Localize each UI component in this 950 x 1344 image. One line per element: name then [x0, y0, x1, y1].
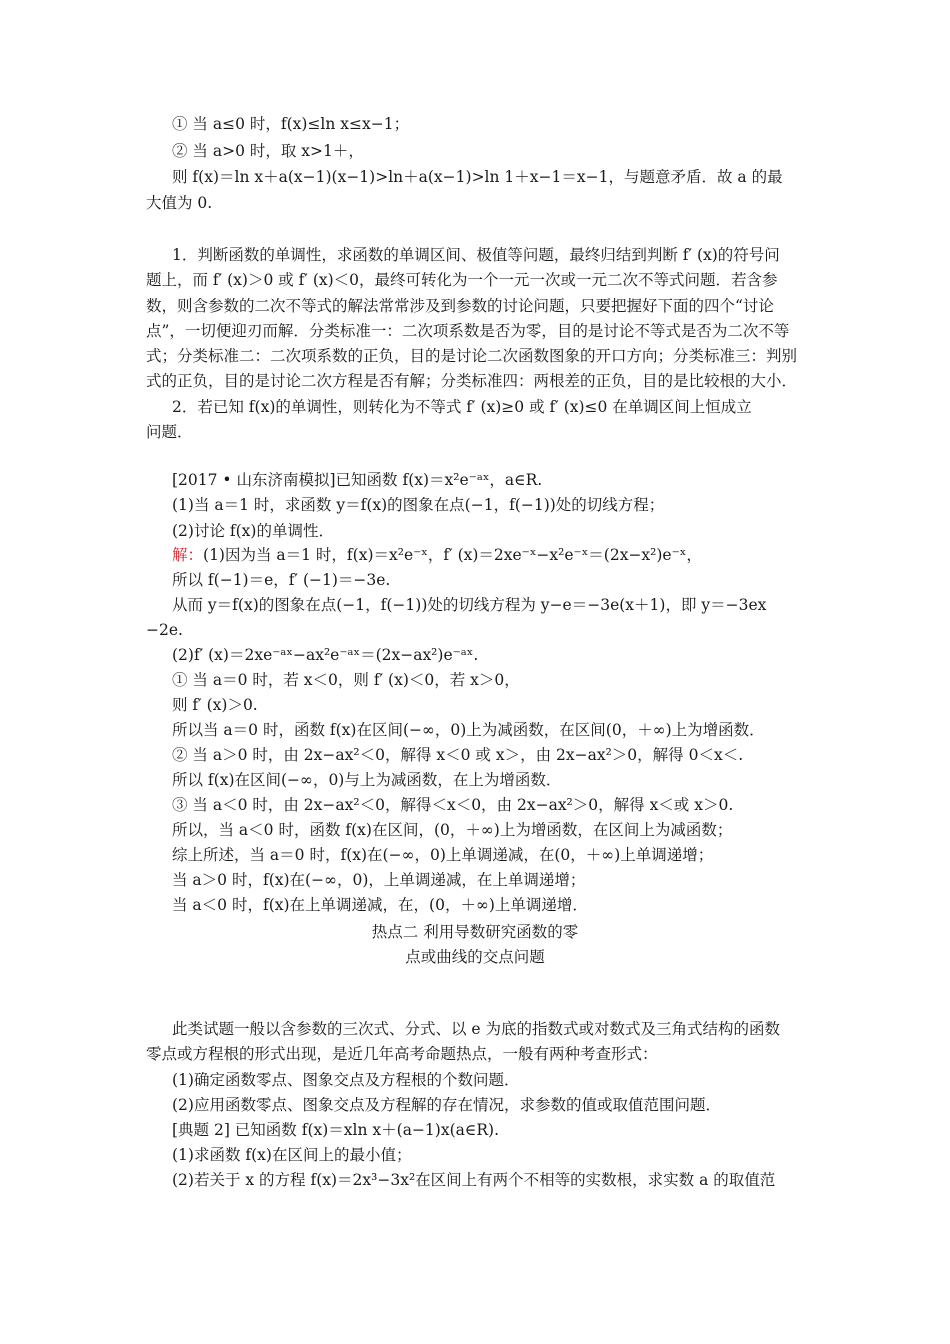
text-line: [146, 1044, 658, 1064]
text-line: [0, 922, 950, 942]
text-line: [172, 720, 765, 740]
line-text: (2)若关于 x 的方程 f(x)＝2x³−3x²在区间上有两个不相等的实数根，求实数 a 的取值范: [172, 1171, 776, 1189]
text-line: [172, 114, 409, 134]
text-line: [146, 193, 212, 213]
line-text: (1)确定函数零点、图象交点及方程根的个数问题．: [172, 1071, 520, 1089]
line-text: ① 当 a＝0 时，若 x＜0，则 f′ (x)＜0，若 x＞0，: [172, 671, 520, 689]
line-text: 综上所述，当 a＝0 时，f(x)在(−∞，0)上单调递减，在(0，＋∞)上单调递增；: [172, 846, 714, 864]
text-line: [172, 167, 783, 187]
text-line: [172, 495, 664, 515]
text-line: [146, 321, 789, 341]
line-text: [2017 • 山东济南模拟]已知函数 f(x)＝x²e⁻ᵃˣ，a∈R.: [172, 471, 543, 489]
line-text: 式的正负，目的是讨论二次方程是否有解；分类标准四：两根差的正负，目的是比较根的大小．: [146, 372, 798, 390]
text-line: [172, 845, 713, 865]
text-line: [172, 1145, 411, 1165]
text-line: [172, 645, 478, 665]
line-text: 所以 f(−1)＝e，f′ (−1)＝−3e.: [172, 571, 391, 589]
line-text: 从而 y＝f(x)的图象在点(−1，f(−1))处的切线方程为 y−e＝−3e(x＋1)，即 y＝−3ex: [172, 596, 767, 614]
text-line: [172, 695, 258, 715]
text-line: [172, 1170, 775, 1190]
line-text: 大值为 0.: [146, 194, 213, 212]
text-line: [0, 947, 950, 967]
text-line: [146, 422, 193, 442]
line-text: 2．若已知 f(x)的单调性，则转化为不等式 f′ (x)≥0 或 f′ (x)≤0 在单调区间上恒成立: [172, 398, 752, 416]
line-text: 热点二 利用导数研究函数的零: [371, 923, 579, 941]
line-text: 当 a＜0 时，f(x)在上单调递减，在，(0，＋∞)上单调递增．: [172, 896, 588, 914]
text-line: [172, 670, 520, 690]
line-text: 数，则含参数的二次不等式的解法常常涉及到参数的讨论问题，只要把握好下面的四个“讨论: [146, 297, 774, 315]
line-text: (2)f′ (x)＝2xe⁻ᵃˣ−ax²e⁻ᵃˣ＝(2x−ax²)e⁻ᵃˣ.: [172, 646, 479, 664]
text-line: [172, 570, 390, 590]
line-text: ② 当 a＞0 时，由 2x−ax²＜0，解得 x＜0 或 x＞，由 2x−ax²＞0，解得 0＜x＜.: [172, 746, 744, 764]
line-text: 点或曲线的交点问题: [405, 948, 545, 966]
solution-label: 解：: [172, 546, 204, 564]
text-line: [172, 245, 780, 265]
text-line: [172, 1095, 721, 1115]
line-text: 问题．: [146, 423, 193, 441]
line-text: 式；分类标准二：二次项系数的正负，目的是讨论二次函数图象的开口方向；分类标准三：判别: [146, 347, 798, 365]
text-line: [146, 620, 183, 640]
text-line: [172, 595, 766, 615]
text-line: [172, 1120, 499, 1140]
text-line: [172, 397, 752, 417]
text-line: [172, 1019, 780, 1039]
line-text: 则 f′ (x)＞0.: [172, 696, 258, 714]
line-text: 所以当 a＝0 时，函数 f(x)在区间(−∞，0)上为减函数，在区间(0，＋∞)上为增函数．: [172, 721, 765, 739]
line-text: (2)讨论 f(x)的单调性．: [172, 522, 334, 540]
line-text: 1．判断函数的单调性，求函数的单调区间、极值等问题，最终归结到判断 f′ (x)的符号问: [172, 246, 780, 264]
text-line: [172, 795, 733, 815]
text-line: [146, 346, 797, 366]
line-text: 当 a＞0 时，f(x)在(−∞，0)，上单调递减，在上单调递增；: [172, 871, 586, 889]
text-line: [172, 870, 585, 890]
text-line: [172, 1070, 519, 1090]
text-line: [146, 270, 778, 290]
text-line: [172, 770, 561, 790]
line-text: [典题 2] 已知函数 f(x)＝xln x＋(a−1)x(a∈R).: [172, 1121, 499, 1139]
line-text: (2)应用函数零点、图象交点及方程解的存在情况，求参数的值或取值范围问题．: [172, 1096, 721, 1114]
text-line: [146, 296, 774, 316]
line-text: 所以，当 a＜0 时，函数 f(x)在区间，(0，＋∞)上为增函数，在区间上为减函数；: [172, 821, 733, 839]
line-text: (1)当 a＝1 时，求函数 y＝f(x)的图象在点(−1，f(−1))处的切线方程；: [172, 496, 665, 514]
line-text: 此类试题一般以含参数的三次式、分式、以 e 为底的指数式或对数式及三角式结构的函数: [172, 1020, 781, 1038]
text-line: [172, 820, 732, 840]
line-text: 题上，而 f′ (x)＞0 或 f′ (x)＜0，最终可转化为一个一元一次或一元二次不等式问题．若含参: [146, 271, 778, 289]
text-line: [172, 745, 743, 765]
line-text: ② 当 a>0 时，取 x>1＋，: [172, 142, 364, 160]
line-text: 所以 f(x)在区间(−∞，0)与上为减函数，在上为增函数．: [172, 771, 562, 789]
text-line: [146, 371, 797, 391]
line-text: (1)求函数 f(x)在区间上的最小值；: [172, 1146, 412, 1164]
line-text: −2e.: [146, 621, 183, 639]
text-line: [172, 141, 364, 161]
line-text: (1)因为当 a＝1 时，f(x)＝x²e⁻ˣ，f′ (x)＝2xe⁻ˣ−x²e⁻ˣ＝(2x−x²)e⁻ˣ，: [203, 546, 702, 564]
line-text: 则 f(x)＝ln x＋a(x−1)(x−1)>ln＋a(x−1)>ln 1＋x−1＝x−1，与题意矛盾．故 a 的最: [172, 168, 783, 186]
line-text: 零点或方程根的形式出现，是近几年高考命题热点，一般有两种考查形式：: [146, 1045, 658, 1063]
text-line: [172, 895, 588, 915]
line-text: 点”，一切便迎刃而解．分类标准一：二次项系数是否为零，目的是讨论不等式是否为二次不等: [146, 322, 790, 340]
text-line: [172, 470, 542, 490]
text-line: [172, 545, 702, 565]
text-line: [172, 521, 334, 541]
line-text: ③ 当 a＜0 时，由 2x−ax²＜0，解得＜x＜0，由 2x−ax²＞0，解得 x＜或 x＞0.: [172, 796, 734, 814]
line-text: ① 当 a≤0 时，f(x)≤ln x≤x−1；: [172, 115, 410, 133]
